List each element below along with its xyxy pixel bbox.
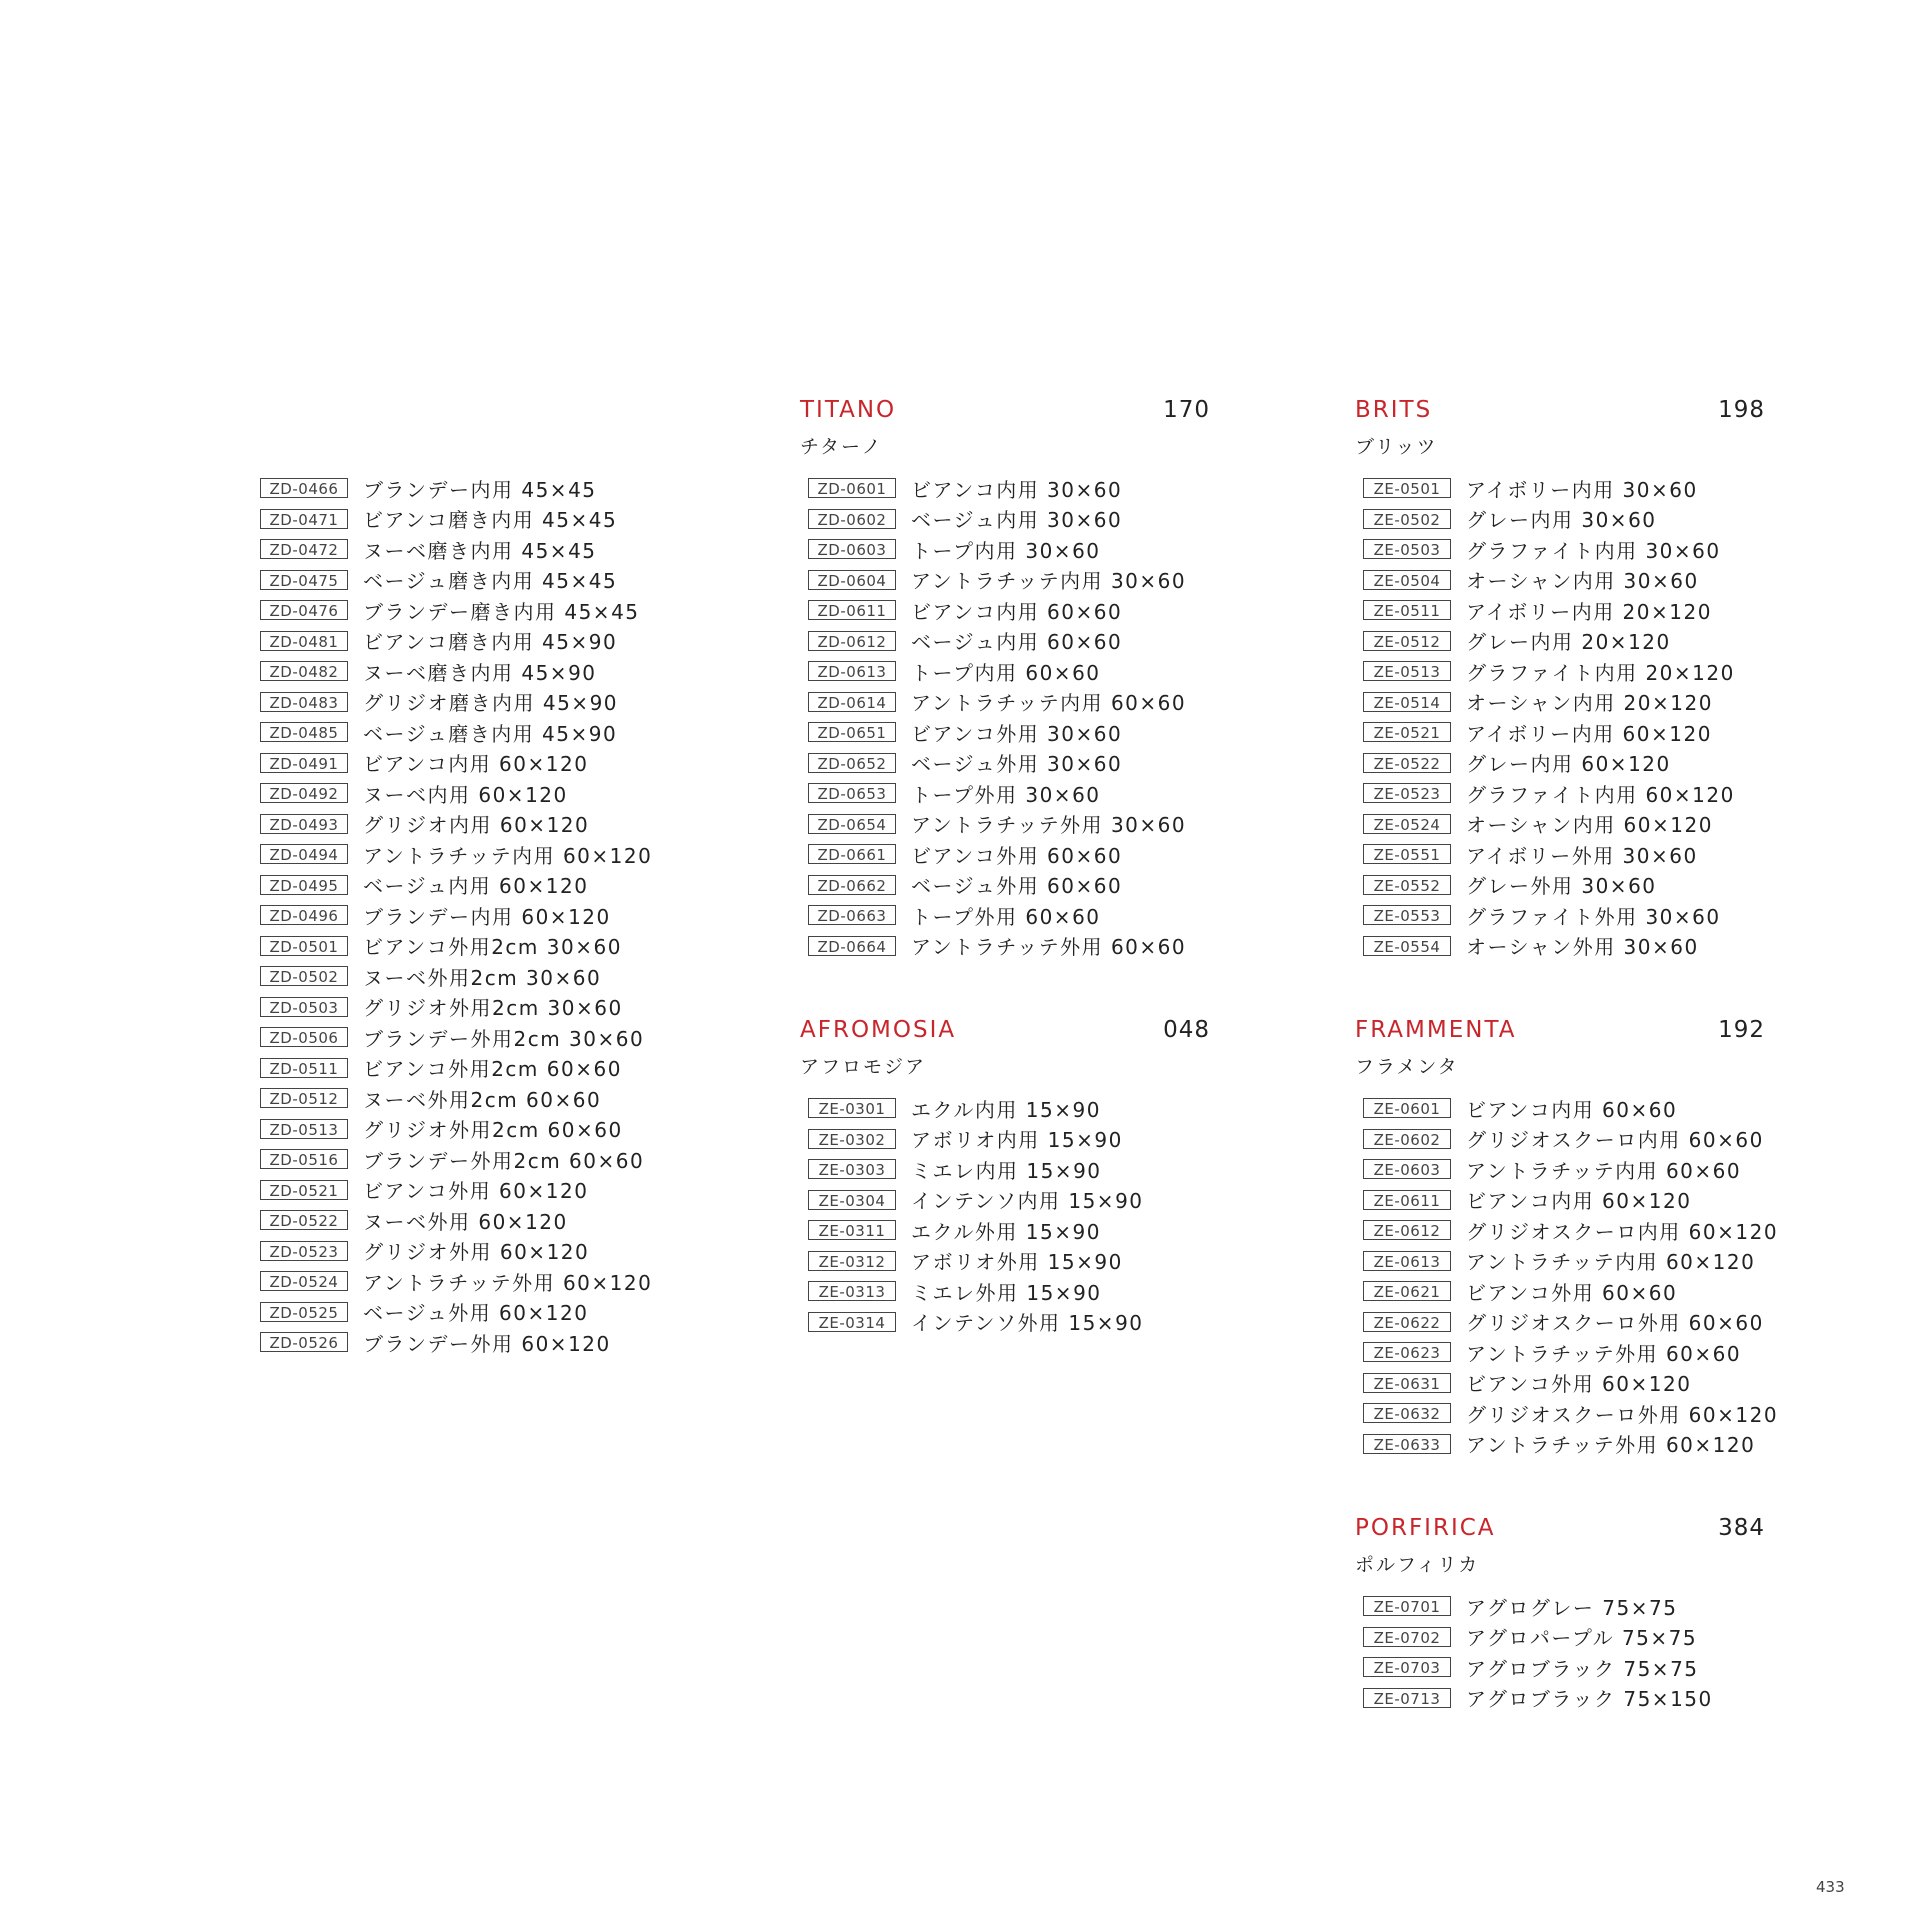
product-label: ヌーベ外用2cm 60×60 [363, 1087, 602, 1112]
product-code: ZD-0653 [808, 783, 896, 803]
product-code: ZE-0504 [1363, 570, 1451, 590]
list-item [252, 626, 662, 657]
product-code: ZD-0482 [260, 661, 348, 681]
section-titano [800, 397, 1210, 961]
list-item [252, 900, 662, 931]
list-item [800, 1185, 1210, 1216]
list-item [800, 595, 1210, 626]
list-item [800, 1215, 1210, 1246]
list-item [1355, 1398, 1779, 1429]
product-label: アイボリー内用 30×60 [1466, 477, 1698, 502]
product-code: ZE-0503 [1363, 539, 1451, 559]
product-code: ZD-0506 [260, 1027, 348, 1047]
product-label: ヌーベ外用2cm 30×60 [363, 965, 602, 990]
product-label: アイボリー内用 60×120 [1466, 721, 1712, 746]
item-list [1355, 473, 1765, 961]
product-label: ベージュ磨き内用 45×45 [363, 569, 618, 594]
list-item [800, 534, 1210, 565]
product-label: グリジオ外用2cm 60×60 [363, 1118, 623, 1143]
product-code: ZE-0302 [808, 1129, 896, 1149]
product-code: ZD-0525 [260, 1302, 348, 1322]
product-label: ベージュ外用 30×60 [911, 752, 1123, 777]
list-item [1355, 473, 1765, 504]
product-label: グリジオ磨き内用 45×90 [363, 691, 619, 716]
product-code: ZD-0661 [808, 844, 896, 864]
series-kana: フラメンタ [1355, 1056, 1459, 1078]
list-item [1355, 534, 1765, 565]
product-label: グリジオスクーロ外用 60×120 [1466, 1402, 1779, 1427]
product-label: ビアンコ外用 60×60 [1466, 1280, 1678, 1305]
section-header [1355, 397, 1765, 433]
product-label: トープ内用 60×60 [911, 660, 1101, 685]
product-label: ベージュ磨き内用 45×90 [363, 721, 618, 746]
product-label: グラファイト外用 30×60 [1466, 904, 1721, 929]
product-label: アイボリー外用 30×60 [1466, 843, 1698, 868]
list-item [800, 656, 1210, 687]
product-code: ZD-0604 [808, 570, 896, 590]
list-item [252, 1083, 662, 1114]
list-item [1355, 1652, 1765, 1683]
product-label: アボリオ内用 15×90 [911, 1128, 1123, 1153]
product-label: エクル内用 15×90 [911, 1097, 1101, 1122]
list-item [252, 1236, 662, 1267]
list-item [252, 1175, 662, 1206]
product-label: アントラチッテ外用 60×60 [911, 935, 1187, 960]
product-code: ZD-0495 [260, 875, 348, 895]
product-label: アントラチッテ内用 30×60 [911, 569, 1187, 594]
list-item [1355, 1683, 1765, 1714]
product-code: ZE-0601 [1363, 1098, 1451, 1118]
list-item [1355, 565, 1765, 596]
product-label: ベージュ内用 60×120 [363, 874, 589, 899]
item-list [252, 473, 662, 1358]
list-item [1355, 839, 1765, 870]
item-list [1355, 1591, 1765, 1713]
list-item [1355, 626, 1765, 657]
product-label: ビアンコ外用2cm 60×60 [363, 1057, 622, 1082]
list-item [800, 687, 1210, 718]
product-code: ZD-0485 [260, 722, 348, 742]
product-label: ヌーベ磨き内用 45×45 [363, 538, 597, 563]
list-item [800, 778, 1210, 809]
list-item [252, 717, 662, 748]
product-label: ミエレ内用 15×90 [911, 1158, 1102, 1183]
product-label: ベージュ内用 60×60 [911, 630, 1123, 655]
list-item [252, 931, 662, 962]
product-label: アントラチッテ外用 60×120 [1466, 1433, 1756, 1458]
product-code: ZD-0521 [260, 1180, 348, 1200]
product-label: オーシャン内用 20×120 [1466, 691, 1713, 716]
list-item [1355, 778, 1765, 809]
series-page-ref: 384 [1718, 1515, 1765, 1541]
list-item [800, 931, 1210, 962]
product-code: ZE-0551 [1363, 844, 1451, 864]
product-label: ビアンコ外用 30×60 [911, 721, 1123, 746]
product-label: トープ外用 60×60 [911, 904, 1101, 929]
product-code: ZD-0612 [808, 631, 896, 651]
list-item [252, 1266, 662, 1297]
product-code: ZE-0513 [1363, 661, 1451, 681]
product-code: ZD-0652 [808, 753, 896, 773]
list-item [252, 992, 662, 1023]
item-list [800, 1093, 1210, 1337]
item-list [800, 473, 1210, 961]
list-item [800, 626, 1210, 657]
product-label: ビアンコ外用 60×120 [1466, 1372, 1692, 1397]
product-label: アントラチッテ外用 60×60 [1466, 1341, 1742, 1366]
product-code: ZD-0513 [260, 1119, 348, 1139]
product-label: ミエレ外用 15×90 [911, 1280, 1102, 1305]
product-code: ZD-0511 [260, 1058, 348, 1078]
product-label: ブランデー内用 60×120 [363, 904, 611, 929]
product-label: トープ外用 30×60 [911, 782, 1101, 807]
product-label: ビアンコ内用 60×60 [1466, 1097, 1678, 1122]
product-code: ZE-0314 [808, 1312, 896, 1332]
product-code: ZE-0612 [1363, 1220, 1451, 1240]
product-label: グレー内用 20×120 [1466, 630, 1671, 655]
product-code: ZD-0503 [260, 997, 348, 1017]
product-label: アイボリー内用 20×120 [1466, 599, 1712, 624]
product-label: グラファイト内用 20×120 [1466, 660, 1735, 685]
list-item [800, 473, 1210, 504]
list-item [252, 473, 662, 504]
product-code: ZE-0523 [1363, 783, 1451, 803]
product-label: グラファイト内用 30×60 [1466, 538, 1721, 563]
list-item [1355, 900, 1765, 931]
list-item [800, 717, 1210, 748]
product-label: ブランデー外用2cm 60×60 [363, 1148, 645, 1173]
product-code: ZD-0601 [808, 478, 896, 498]
section-frammenta [1355, 1017, 1779, 1459]
list-item [252, 534, 662, 565]
section-header [800, 397, 1210, 433]
product-label: グレー外用 30×60 [1466, 874, 1657, 899]
list-item [800, 1276, 1210, 1307]
product-code: ZD-0614 [808, 692, 896, 712]
list-item [1355, 870, 1765, 901]
product-code: ZE-0511 [1363, 600, 1451, 620]
product-code: ZD-0496 [260, 905, 348, 925]
product-code: ZD-0651 [808, 722, 896, 742]
list-item [1355, 1246, 1765, 1277]
list-item [800, 565, 1210, 596]
product-code: ZE-0524 [1363, 814, 1451, 834]
product-label: ブランデー外用2cm 30×60 [363, 1026, 645, 1051]
product-code: ZD-0481 [260, 631, 348, 651]
product-code: ZE-0703 [1363, 1657, 1451, 1677]
product-code: ZD-0466 [260, 478, 348, 498]
product-code: ZE-0622 [1363, 1312, 1451, 1332]
list-item [1355, 748, 1765, 779]
list-item [252, 1297, 662, 1328]
product-code: ZD-0654 [808, 814, 896, 834]
product-code: ZE-0514 [1363, 692, 1451, 712]
product-code: ZD-0483 [260, 692, 348, 712]
product-label: ビアンコ外用2cm 30×60 [363, 935, 622, 960]
product-code: ZD-0613 [808, 661, 896, 681]
product-code: ZD-0602 [808, 509, 896, 529]
product-code: ZE-0552 [1363, 875, 1451, 895]
list-item [1355, 1591, 1765, 1622]
product-label: ブランデー磨き内用 45×45 [363, 599, 640, 624]
product-code: ZE-0631 [1363, 1373, 1451, 1393]
product-code: ZE-0603 [1363, 1159, 1451, 1179]
list-item [800, 1093, 1210, 1124]
product-code: ZE-0623 [1363, 1342, 1451, 1362]
list-item [800, 900, 1210, 931]
list-item [252, 687, 662, 718]
list-item [252, 1053, 662, 1084]
product-label: ヌーベ磨き内用 45×90 [363, 660, 597, 685]
list-item [252, 1114, 662, 1145]
series-kana: アフロモジア [800, 1056, 927, 1078]
series-name: PORFIRICA [1355, 1515, 1496, 1541]
product-label: グラファイト内用 60×120 [1466, 782, 1735, 807]
product-label: ベージュ外用 60×120 [363, 1301, 589, 1326]
list-item [800, 504, 1210, 535]
product-label: アボリオ外用 15×90 [911, 1250, 1123, 1275]
list-item [1355, 1307, 1765, 1338]
product-label: グレー内用 30×60 [1466, 508, 1657, 533]
product-code: ZD-0611 [808, 600, 896, 620]
product-code: ZD-0476 [260, 600, 348, 620]
list-item [1355, 1622, 1765, 1653]
list-item [252, 748, 662, 779]
list-item [1355, 717, 1765, 748]
product-label: ビアンコ内用 60×120 [363, 752, 589, 777]
product-label: ヌーベ内用 60×120 [363, 782, 568, 807]
product-label: トープ内用 30×60 [911, 538, 1101, 563]
product-code: ZD-0603 [808, 539, 896, 559]
list-item [1355, 1337, 1765, 1368]
product-label: グレー内用 60×120 [1466, 752, 1671, 777]
product-code: ZD-0501 [260, 936, 348, 956]
list-item [252, 595, 662, 626]
item-list [1355, 1093, 1779, 1459]
product-label: ヌーベ外用 60×120 [363, 1209, 568, 1234]
product-label: アントラチッテ内用 60×60 [911, 691, 1187, 716]
list-item [800, 1124, 1210, 1155]
series-kana: チターノ [800, 436, 883, 458]
series-kana: ブリッツ [1355, 436, 1438, 458]
product-code: ZD-0662 [808, 875, 896, 895]
product-code: ZE-0632 [1363, 1403, 1451, 1423]
list-item [252, 870, 662, 901]
list-item [252, 1022, 662, 1053]
product-label: ビアンコ内用 30×60 [911, 477, 1123, 502]
list-item [1355, 1215, 1779, 1246]
product-label: ビアンコ内用 60×120 [1466, 1189, 1692, 1214]
product-code: ZE-0713 [1363, 1688, 1451, 1708]
product-label: アントラチッテ内用 60×120 [363, 843, 653, 868]
section-porfirica [1355, 1515, 1765, 1713]
list-item [252, 565, 662, 596]
product-label: インテンソ内用 15×90 [911, 1189, 1144, 1214]
product-code: ZE-0502 [1363, 509, 1451, 529]
list-item [1355, 931, 1765, 962]
product-label: グリジオ内用 60×120 [363, 813, 590, 838]
product-code: ZE-0613 [1363, 1251, 1451, 1271]
list-item [252, 839, 662, 870]
list-item [1355, 504, 1765, 535]
product-code: ZD-0516 [260, 1149, 348, 1169]
series-name: TITANO [800, 397, 897, 423]
product-label: アグロパープル 75×75 [1466, 1626, 1698, 1651]
product-code: ZE-0521 [1363, 722, 1451, 742]
product-code: ZD-0526 [260, 1332, 348, 1352]
list-item [800, 1154, 1210, 1185]
list-item [252, 1144, 662, 1175]
series-kana: ポルフィリカ [1355, 1554, 1480, 1576]
product-label: ブランデー外用 60×120 [363, 1331, 611, 1356]
list-item [1355, 687, 1765, 718]
product-code: ZD-0524 [260, 1271, 348, 1291]
product-code: ZE-0312 [808, 1251, 896, 1271]
list-item [252, 504, 662, 535]
list-item [1355, 1276, 1765, 1307]
section-header [1355, 1017, 1765, 1053]
product-code: ZE-0313 [808, 1281, 896, 1301]
product-label: エクル外用 15×90 [911, 1219, 1101, 1244]
product-label: オーシャン内用 30×60 [1466, 569, 1699, 594]
product-label: ビアンコ外用 60×60 [911, 843, 1123, 868]
section-continued [252, 473, 662, 1358]
product-code: ZD-0472 [260, 539, 348, 559]
product-code: ZE-0311 [808, 1220, 896, 1240]
product-label: グリジオスクーロ外用 60×60 [1466, 1311, 1764, 1336]
product-label: アントラチッテ外用 30×60 [911, 813, 1187, 838]
list-item [1355, 1154, 1765, 1185]
product-label: グリジオスクーロ内用 60×120 [1466, 1219, 1779, 1244]
series-page-ref: 192 [1718, 1017, 1765, 1043]
list-item [1355, 1093, 1765, 1124]
product-code: ZE-0621 [1363, 1281, 1451, 1301]
series-page-ref: 198 [1718, 397, 1765, 423]
product-code: ZD-0523 [260, 1241, 348, 1261]
section-brits [1355, 397, 1765, 961]
list-item [1355, 1429, 1765, 1460]
product-label: インテンソ外用 15×90 [911, 1311, 1144, 1336]
product-code: ZD-0492 [260, 783, 348, 803]
product-code: ZD-0522 [260, 1210, 348, 1230]
product-code: ZD-0664 [808, 936, 896, 956]
product-label: グリジオスクーロ内用 60×60 [1466, 1128, 1764, 1153]
product-code: ZE-0303 [808, 1159, 896, 1179]
product-code: ZE-0701 [1363, 1596, 1451, 1616]
list-item [252, 1205, 662, 1236]
product-label: グリジオ外用 60×120 [363, 1240, 590, 1265]
list-item [800, 1307, 1210, 1338]
product-code: ZD-0663 [808, 905, 896, 925]
section-afromosia [800, 1017, 1210, 1337]
product-code: ZD-0512 [260, 1088, 348, 1108]
product-code: ZE-0304 [808, 1190, 896, 1210]
list-item [800, 1246, 1210, 1277]
list-item [800, 809, 1210, 840]
series-page-ref: 170 [1163, 397, 1210, 423]
list-item [1355, 1368, 1765, 1399]
product-code: ZE-0553 [1363, 905, 1451, 925]
product-label: ベージュ内用 30×60 [911, 508, 1123, 533]
list-item [252, 1327, 662, 1358]
list-item [252, 656, 662, 687]
list-item [1355, 656, 1765, 687]
series-name: BRITS [1355, 397, 1433, 423]
product-code: ZD-0475 [260, 570, 348, 590]
section-header [800, 1017, 1210, 1053]
list-item [252, 809, 662, 840]
product-label: アントラチッテ内用 60×60 [1466, 1158, 1742, 1183]
section-header [1355, 1515, 1765, 1551]
product-code: ZD-0494 [260, 844, 348, 864]
product-label: オーシャン外用 30×60 [1466, 935, 1699, 960]
product-label: アグロブラック 75×150 [1466, 1687, 1713, 1712]
product-label: アグログレー 75×75 [1466, 1595, 1678, 1620]
list-item [1355, 809, 1765, 840]
list-item [1355, 1124, 1765, 1155]
product-code: ZE-0702 [1363, 1627, 1451, 1647]
product-label: グリジオ外用2cm 30×60 [363, 996, 623, 1021]
list-item [800, 870, 1210, 901]
product-label: アグロブラック 75×75 [1466, 1656, 1699, 1681]
product-code: ZD-0471 [260, 509, 348, 529]
product-code: ZD-0502 [260, 966, 348, 986]
product-label: オーシャン内用 60×120 [1466, 813, 1713, 838]
series-page-ref: 048 [1163, 1017, 1210, 1043]
product-code: ZE-0633 [1363, 1434, 1451, 1454]
product-code: ZD-0493 [260, 814, 348, 834]
series-name: FRAMMENTA [1355, 1017, 1517, 1043]
list-item [1355, 595, 1765, 626]
product-label: ビアンコ内用 60×60 [911, 599, 1123, 624]
product-label: ビアンコ磨き内用 45×90 [363, 630, 618, 655]
product-code: ZE-0554 [1363, 936, 1451, 956]
product-label: アントラチッテ外用 60×120 [363, 1270, 653, 1295]
product-label: ビアンコ磨き内用 45×45 [363, 508, 618, 533]
list-item [800, 839, 1210, 870]
product-code: ZE-0611 [1363, 1190, 1451, 1210]
list-item [800, 748, 1210, 779]
list-item [252, 961, 662, 992]
product-code: ZE-0602 [1363, 1129, 1451, 1149]
list-item [1355, 1185, 1765, 1216]
product-label: ベージュ外用 60×60 [911, 874, 1123, 899]
series-name: AFROMOSIA [800, 1017, 957, 1043]
product-code: ZE-0301 [808, 1098, 896, 1118]
product-code: ZE-0501 [1363, 478, 1451, 498]
page-number: 433 [1816, 1878, 1845, 1896]
product-label: ブランデー内用 45×45 [363, 477, 597, 502]
product-code: ZD-0491 [260, 753, 348, 773]
product-code: ZE-0522 [1363, 753, 1451, 773]
product-label: ビアンコ外用 60×120 [363, 1179, 589, 1204]
list-item [252, 778, 662, 809]
product-code: ZE-0512 [1363, 631, 1451, 651]
product-label: アントラチッテ内用 60×120 [1466, 1250, 1756, 1275]
